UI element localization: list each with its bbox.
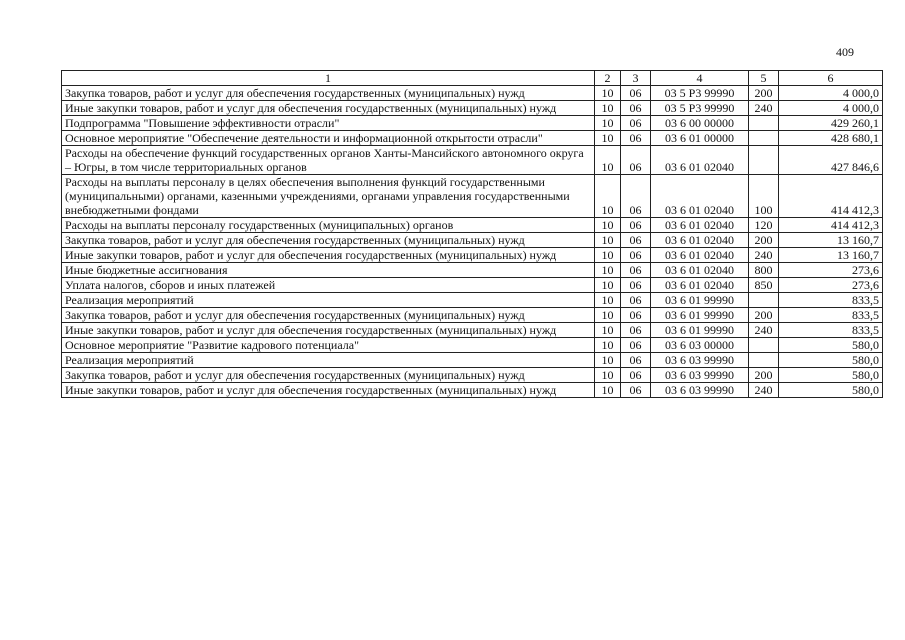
row-target-code-cell: 03 6 01 02040: [651, 175, 749, 218]
table-row: [62, 146, 883, 175]
row-name-cell: Основное мероприятие "Развитие кадрового потенциала": [62, 338, 595, 353]
row-name-cell: Расходы на обеспечение функций государственных органов Ханты-Мансийского автономного округа – Югры, в том числе территориальных органов: [62, 146, 595, 175]
row-name-cell: Иные закупки товаров, работ и услуг для обеспечения государственных (муниципальных) нужд: [62, 323, 595, 338]
row-name-cell: Расходы на выплаты персоналу в целях обеспечения выполнения функций государственными (муниципальными) органами, казенными учреждениями, органами управления государственными внебюджетными фондами: [62, 175, 595, 218]
row-target-code-cell: 03 6 01 02040: [651, 233, 749, 248]
row-name-cell: Закупка товаров, работ и услуг для обеспечения государственных (муниципальных) нужд: [62, 368, 595, 383]
row-name-cell: Расходы на выплаты персоналу государственных (муниципальных) органов: [62, 218, 595, 233]
row-amount-cell: 833,5: [779, 293, 883, 308]
row-expense-type-cell: 200: [749, 233, 779, 248]
row-amount-cell: 580,0: [779, 368, 883, 383]
row-amount-cell: 4 000,0: [779, 86, 883, 101]
row-expense-type-cell: 240: [749, 323, 779, 338]
row-name-cell: Закупка товаров, работ и услуг для обеспечения государственных (муниципальных) нужд: [62, 86, 595, 101]
table-row: [62, 218, 883, 233]
row-section-cell: 10: [595, 383, 621, 398]
row-name-cell: Иные закупки товаров, работ и услуг для обеспечения государственных (муниципальных) нужд: [62, 101, 595, 116]
row-subsection-cell: 06: [621, 353, 651, 368]
row-section-cell: 10: [595, 278, 621, 293]
row-subsection-cell: 06: [621, 175, 651, 218]
row-section-cell: 10: [595, 101, 621, 116]
row-section-cell: 10: [595, 308, 621, 323]
row-section-cell: 10: [595, 233, 621, 248]
row-name-cell: Иные закупки товаров, работ и услуг для обеспечения государственных (муниципальных) нужд: [62, 383, 595, 398]
row-subsection-cell: 06: [621, 278, 651, 293]
row-subsection-cell: 06: [621, 383, 651, 398]
table-row: [62, 308, 883, 323]
row-amount-cell: 833,5: [779, 323, 883, 338]
row-name-cell: Подпрограмма "Повышение эффективности отрасли": [62, 116, 595, 131]
row-subsection-cell: 06: [621, 308, 651, 323]
table-header-row: [62, 71, 883, 86]
row-amount-cell: 273,6: [779, 278, 883, 293]
row-amount-cell: 273,6: [779, 263, 883, 278]
row-subsection-cell: 06: [621, 218, 651, 233]
row-expense-type-cell: [749, 131, 779, 146]
row-amount-cell: 427 846,6: [779, 146, 883, 175]
row-amount-cell: 429 260,1: [779, 116, 883, 131]
row-target-code-cell: 03 6 01 02040: [651, 146, 749, 175]
table-row: [62, 248, 883, 263]
row-target-code-cell: 03 6 01 02040: [651, 263, 749, 278]
row-expense-type-cell: [749, 116, 779, 131]
row-expense-type-cell: 200: [749, 368, 779, 383]
row-expense-type-cell: 240: [749, 383, 779, 398]
row-amount-cell: 580,0: [779, 338, 883, 353]
row-section-cell: 10: [595, 323, 621, 338]
table-row: [62, 353, 883, 368]
row-target-code-cell: 03 6 01 99990: [651, 308, 749, 323]
row-amount-cell: 833,5: [779, 308, 883, 323]
row-amount-cell: 13 160,7: [779, 233, 883, 248]
row-section-cell: 10: [595, 368, 621, 383]
header-cell-5: 5: [749, 71, 779, 86]
table-row: [62, 293, 883, 308]
row-name-cell: Основное мероприятие "Обеспечение деятельности и информационной открытости отрасли": [62, 131, 595, 146]
table-row: [62, 338, 883, 353]
row-section-cell: 10: [595, 293, 621, 308]
row-expense-type-cell: 850: [749, 278, 779, 293]
row-section-cell: 10: [595, 86, 621, 101]
row-expense-type-cell: 200: [749, 308, 779, 323]
table-row: [62, 368, 883, 383]
row-name-cell: Закупка товаров, работ и услуг для обеспечения государственных (муниципальных) нужд: [62, 233, 595, 248]
header-cell-3: 3: [621, 71, 651, 86]
row-expense-type-cell: [749, 353, 779, 368]
row-target-code-cell: 03 6 03 00000: [651, 338, 749, 353]
row-subsection-cell: 06: [621, 338, 651, 353]
row-section-cell: 10: [595, 353, 621, 368]
row-expense-type-cell: 200: [749, 86, 779, 101]
row-target-code-cell: 03 6 01 00000: [651, 131, 749, 146]
row-section-cell: 10: [595, 248, 621, 263]
table-row: [62, 383, 883, 398]
row-target-code-cell: 03 6 03 99990: [651, 353, 749, 368]
row-expense-type-cell: 800: [749, 263, 779, 278]
row-section-cell: 10: [595, 338, 621, 353]
header-cell-6: 6: [779, 71, 883, 86]
row-name-cell: Реализация мероприятий: [62, 293, 595, 308]
row-name-cell: Закупка товаров, работ и услуг для обеспечения государственных (муниципальных) нужд: [62, 308, 595, 323]
header-cell-1: 1: [62, 71, 595, 86]
row-expense-type-cell: 240: [749, 248, 779, 263]
table-row: [62, 116, 883, 131]
row-amount-cell: 414 412,3: [779, 218, 883, 233]
table-row: [62, 263, 883, 278]
row-section-cell: 10: [595, 116, 621, 131]
row-subsection-cell: 06: [621, 233, 651, 248]
table-row: [62, 323, 883, 338]
row-target-code-cell: 03 6 01 99990: [651, 293, 749, 308]
row-section-cell: 10: [595, 131, 621, 146]
row-subsection-cell: 06: [621, 131, 651, 146]
row-section-cell: 10: [595, 263, 621, 278]
row-name-cell: Реализация мероприятий: [62, 353, 595, 368]
row-amount-cell: 580,0: [779, 353, 883, 368]
table-row: [62, 101, 883, 116]
row-section-cell: 10: [595, 175, 621, 218]
row-section-cell: 10: [595, 146, 621, 175]
row-amount-cell: 428 680,1: [779, 131, 883, 146]
row-target-code-cell: 03 6 00 00000: [651, 116, 749, 131]
page-number: 409: [836, 45, 854, 59]
row-amount-cell: 4 000,0: [779, 101, 883, 116]
header-cell-2: 2: [595, 71, 621, 86]
row-name-cell: Иные бюджетные ассигнования: [62, 263, 595, 278]
table-row: [62, 175, 883, 218]
row-subsection-cell: 06: [621, 323, 651, 338]
row-target-code-cell: 03 6 03 99990: [651, 368, 749, 383]
row-expense-type-cell: 240: [749, 101, 779, 116]
row-target-code-cell: 03 6 03 99990: [651, 383, 749, 398]
row-amount-cell: 414 412,3: [779, 175, 883, 218]
row-subsection-cell: 06: [621, 368, 651, 383]
row-subsection-cell: 06: [621, 101, 651, 116]
row-target-code-cell: 03 6 01 02040: [651, 278, 749, 293]
row-subsection-cell: 06: [621, 116, 651, 131]
row-amount-cell: 13 160,7: [779, 248, 883, 263]
row-expense-type-cell: [749, 293, 779, 308]
row-target-code-cell: 03 6 01 99990: [651, 323, 749, 338]
row-name-cell: Уплата налогов, сборов и иных платежей: [62, 278, 595, 293]
row-target-code-cell: 03 6 01 02040: [651, 218, 749, 233]
row-target-code-cell: 03 5 P3 99990: [651, 101, 749, 116]
header-cell-4: 4: [651, 71, 749, 86]
table-body: [62, 86, 883, 398]
row-amount-cell: 580,0: [779, 383, 883, 398]
row-expense-type-cell: [749, 338, 779, 353]
row-target-code-cell: 03 6 01 02040: [651, 248, 749, 263]
budget-table: [61, 70, 883, 398]
table-row: [62, 131, 883, 146]
row-subsection-cell: 06: [621, 263, 651, 278]
row-expense-type-cell: 100: [749, 175, 779, 218]
row-subsection-cell: 06: [621, 293, 651, 308]
row-subsection-cell: 06: [621, 146, 651, 175]
row-name-cell: Иные закупки товаров, работ и услуг для обеспечения государственных (муниципальных) нужд: [62, 248, 595, 263]
row-subsection-cell: 06: [621, 86, 651, 101]
row-expense-type-cell: [749, 146, 779, 175]
row-section-cell: 10: [595, 218, 621, 233]
table-row: [62, 233, 883, 248]
row-subsection-cell: 06: [621, 248, 651, 263]
row-expense-type-cell: 120: [749, 218, 779, 233]
row-target-code-cell: 03 5 P3 99990: [651, 86, 749, 101]
table-row: [62, 86, 883, 101]
table-row: [62, 278, 883, 293]
